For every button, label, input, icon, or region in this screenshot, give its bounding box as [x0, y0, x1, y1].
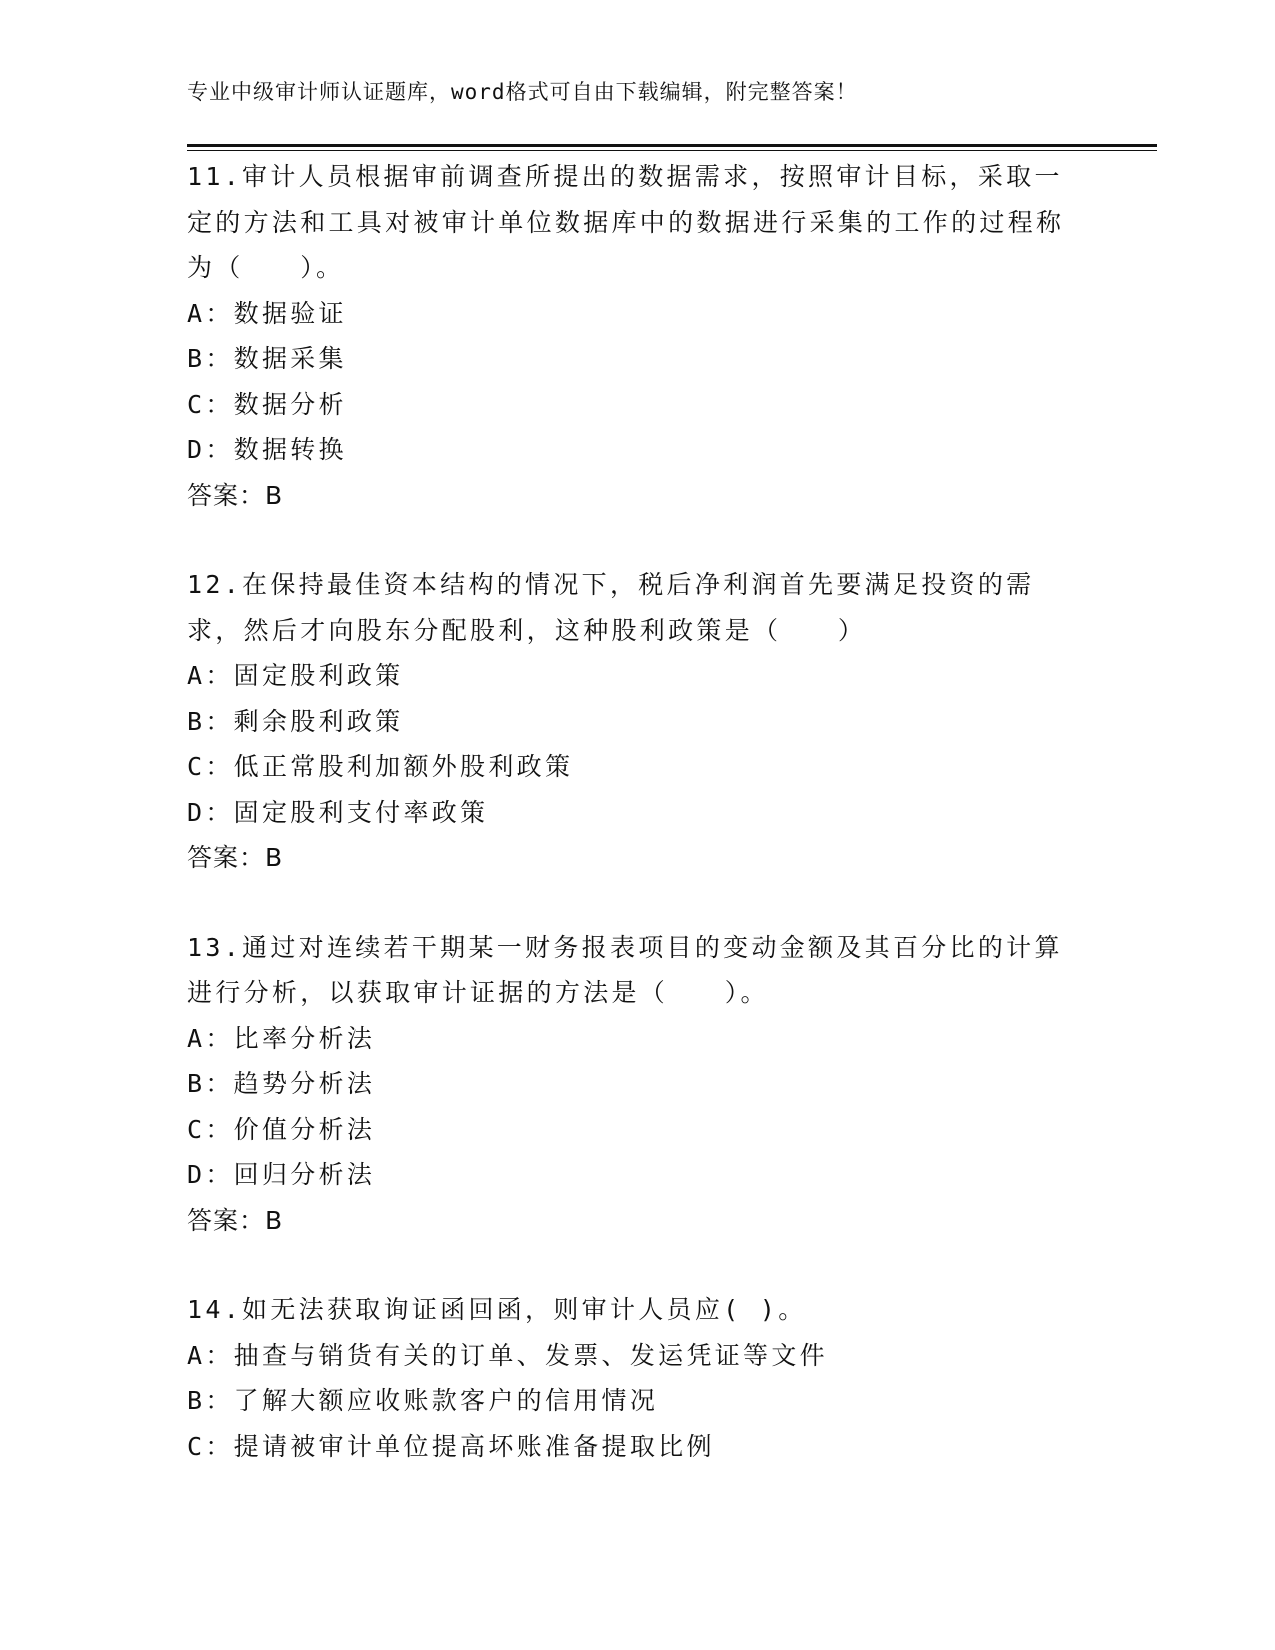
answer: 答案：B — [187, 1205, 284, 1235]
option-c: C：价值分析法 — [187, 1114, 376, 1144]
option-b: B：剩余股利政策 — [187, 706, 404, 736]
header-rule-thick — [187, 144, 1157, 147]
option-c: C：提请被审计单位提高坏账准备提取比例 — [187, 1431, 715, 1461]
option-b: B：了解大额应收账款客户的信用情况 — [187, 1386, 659, 1415]
option-a: A：比率分析法 — [187, 1023, 376, 1053]
question-11 — [187, 154, 1077, 518]
question-14 — [187, 1287, 1077, 1469]
option-a: A：数据验证 — [187, 298, 347, 328]
option-d: D：固定股利支付率政策 — [187, 797, 489, 827]
answer: 答案：B — [187, 843, 284, 872]
option-b: B：数据采集 — [187, 344, 347, 373]
option-c: C：数据分析 — [187, 389, 347, 419]
option-d: D：回归分析法 — [187, 1160, 376, 1189]
header-note: 专业中级审计师认证题库，word格式可自由下载编辑，附完整答案！ — [187, 80, 858, 104]
question-text: 12.在保持最佳资本结构的情况下，税后净利润首先要满足投资的需求，然后才向股东分配股利，这种股利政策是（ ） — [187, 570, 1035, 645]
question-13 — [187, 925, 1077, 1244]
question-list — [187, 154, 1077, 1513]
question-text: 14.如无法获取询证函回函，则审计人员应( )。 — [187, 1295, 807, 1324]
option-c: C：低正常股利加额外股利政策 — [187, 752, 574, 781]
option-a: A：抽查与销货有关的订单、发票、发运凭证等文件 — [187, 1340, 828, 1370]
question-text: 13.通过对连续若干期某一财务报表项目的变动金额及其百分比的计算进行分析，以获取审计证据的方法是（ ）。 — [187, 932, 1063, 1007]
option-b: B：趋势分析法 — [187, 1069, 376, 1098]
question-text: 11.审计人员根据审前调查所提出的数据需求，按照审计目标，采取一定的方法和工具对被审计单位数据库中的数据进行采集的工作的过程称为（ ）。 — [187, 162, 1065, 282]
header-rule-thin — [187, 150, 1157, 151]
question-12 — [187, 562, 1077, 881]
option-d: D：数据转换 — [187, 435, 347, 464]
option-a: A：固定股利政策 — [187, 661, 404, 690]
answer: 答案：B — [187, 480, 284, 510]
